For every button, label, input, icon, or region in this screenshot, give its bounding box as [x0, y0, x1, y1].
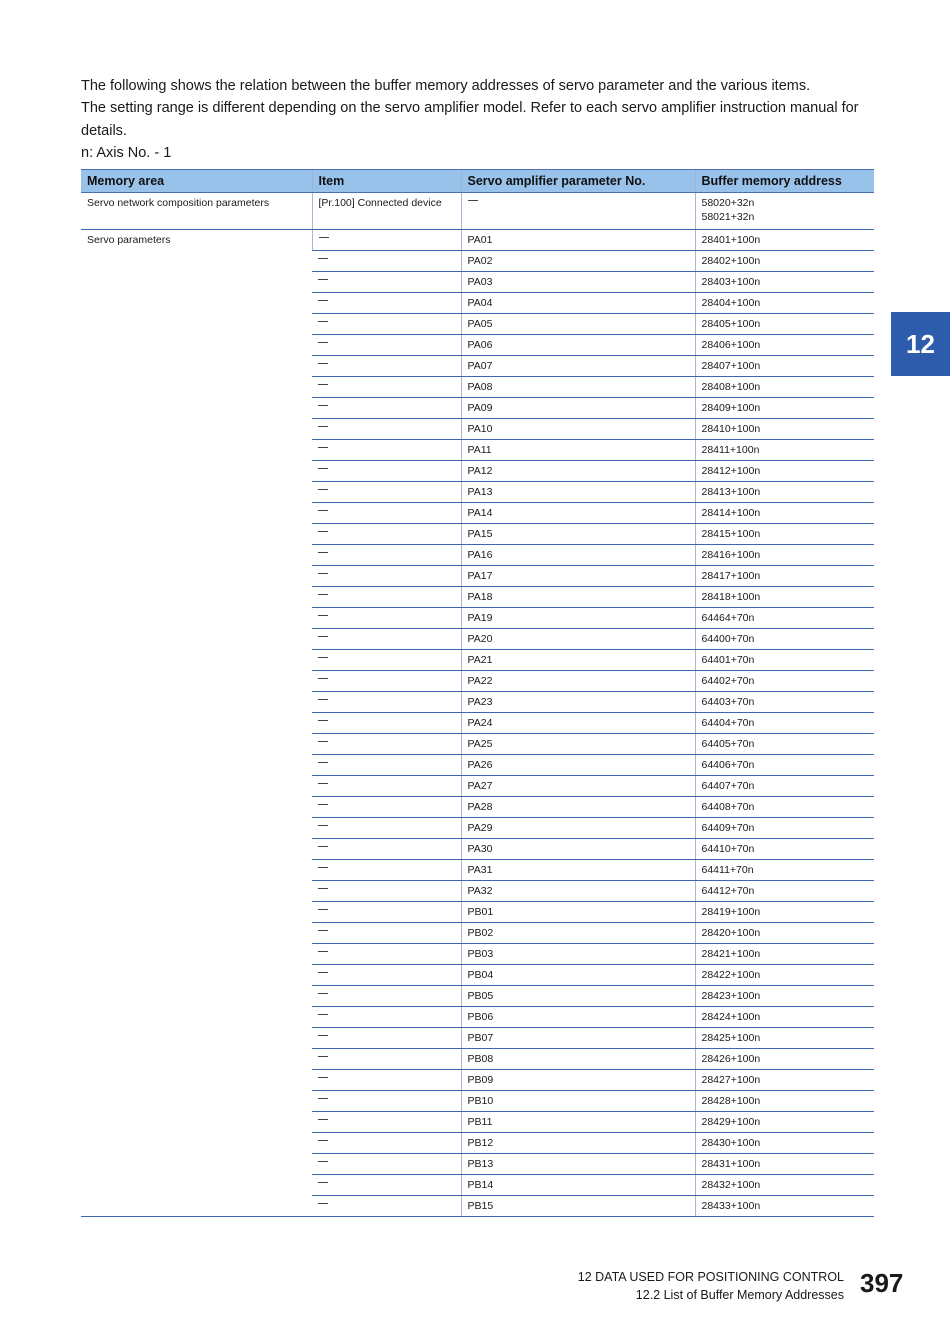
address-cell: 28422+100n: [695, 965, 874, 986]
dash-mark: [318, 531, 328, 532]
address-cell: 28411+100n: [695, 440, 874, 461]
item-cell: [312, 797, 461, 818]
memory-area-cell: Servo network composition parameters: [81, 193, 312, 230]
item-cell: [312, 545, 461, 566]
dash-mark: [318, 930, 328, 931]
dash-mark: [318, 657, 328, 658]
address-cell: 28428+100n: [695, 1091, 874, 1112]
address-cell: 64412+70n: [695, 881, 874, 902]
param-cell: PB11: [461, 1112, 695, 1133]
item-cell: [312, 314, 461, 335]
dash-mark: [318, 426, 328, 427]
header-buffer-address: Buffer memory address: [695, 170, 874, 193]
param-cell: PB09: [461, 1070, 695, 1091]
address-line: 58020+32n: [701, 197, 755, 209]
address-cell: 28408+100n: [695, 377, 874, 398]
item-cell: [312, 608, 461, 629]
item-cell: [312, 335, 461, 356]
address-cell: 28424+100n: [695, 1007, 874, 1028]
param-cell: PB08: [461, 1049, 695, 1070]
param-cell: PB14: [461, 1175, 695, 1196]
param-cell: PA24: [461, 713, 695, 734]
dash-mark: [318, 720, 328, 721]
item-cell: [312, 503, 461, 524]
dash-mark: [318, 510, 328, 511]
dash-mark: [319, 237, 329, 238]
param-cell: PA01: [461, 230, 695, 251]
item-cell: [312, 524, 461, 545]
address-cell: 64405+70n: [695, 734, 874, 755]
param-cell: PA08: [461, 377, 695, 398]
item-cell: [312, 1154, 461, 1175]
item-cell: [312, 377, 461, 398]
dash-mark: [318, 1035, 328, 1036]
footer: [578, 1268, 844, 1304]
dash-mark: [318, 468, 328, 469]
address-cell: 64402+70n: [695, 671, 874, 692]
param-cell: PA20: [461, 629, 695, 650]
item-cell: [312, 1133, 461, 1154]
item-cell: [312, 1028, 461, 1049]
address-cell: 28406+100n: [695, 335, 874, 356]
item-cell: [312, 440, 461, 461]
address-cell: 28407+100n: [695, 356, 874, 377]
param-cell: PA12: [461, 461, 695, 482]
address-cell: 28416+100n: [695, 545, 874, 566]
param-cell: PA11: [461, 440, 695, 461]
address-cell: 64464+70n: [695, 608, 874, 629]
item-cell: [312, 755, 461, 776]
dash-mark: [468, 200, 478, 201]
dash-mark: [318, 1140, 328, 1141]
param-cell: PB04: [461, 965, 695, 986]
param-cell: PA26: [461, 755, 695, 776]
footer-chapter: 12 DATA USED FOR POSITIONING CONTROL: [577, 1270, 844, 1284]
item-cell: [312, 713, 461, 734]
address-cell: 64411+70n: [695, 860, 874, 881]
dash-mark: [318, 321, 328, 322]
item-cell: [312, 1007, 461, 1028]
address-cell: 64410+70n: [695, 839, 874, 860]
dash-mark: [318, 363, 328, 364]
param-cell: PB05: [461, 986, 695, 1007]
param-cell: PA15: [461, 524, 695, 545]
dash-mark: [318, 405, 328, 406]
param-cell: PA16: [461, 545, 695, 566]
address-line: 58021+32n: [701, 211, 755, 223]
item-cell: [312, 986, 461, 1007]
param-cell: PB07: [461, 1028, 695, 1049]
item-cell: [312, 734, 461, 755]
dash-mark: [318, 1056, 328, 1057]
dash-mark: [318, 783, 328, 784]
param-cell: PB01: [461, 902, 695, 923]
intro-line-3: n: Axis No. - 1: [81, 144, 172, 161]
address-cell: 28420+100n: [695, 923, 874, 944]
param-cell: PA27: [461, 776, 695, 797]
address-cell: 28427+100n: [695, 1070, 874, 1091]
param-cell: PB15: [461, 1196, 695, 1217]
param-cell: PA21: [461, 650, 695, 671]
dash-mark: [318, 1014, 328, 1015]
item-cell: [312, 965, 461, 986]
item-cell: [312, 1049, 461, 1070]
dash-mark: [318, 867, 328, 868]
buffer-memory-table: [81, 169, 874, 1217]
param-cell: [461, 193, 695, 230]
address-cell: 28429+100n: [695, 1112, 874, 1133]
dash-mark: [318, 552, 328, 553]
item-cell: [312, 251, 461, 272]
address-cell: 28432+100n: [695, 1175, 874, 1196]
dash-mark: [318, 699, 328, 700]
header-memory-area: Memory area: [81, 170, 312, 193]
dash-mark: [318, 384, 328, 385]
address-cell: 28430+100n: [695, 1133, 874, 1154]
dash-mark: [318, 909, 328, 910]
item-cell: [312, 650, 461, 671]
address-cell: 28409+100n: [695, 398, 874, 419]
address-cell: 28412+100n: [695, 461, 874, 482]
item-cell: [312, 1112, 461, 1133]
dash-mark: [318, 279, 328, 280]
param-cell: PA19: [461, 608, 695, 629]
param-cell: PA04: [461, 293, 695, 314]
address-cell: 28415+100n: [695, 524, 874, 545]
param-cell: PA10: [461, 419, 695, 440]
item-cell: [312, 1091, 461, 1112]
memory-area-cell: Servo parameters: [81, 230, 312, 1217]
address-cell: 64404+70n: [695, 713, 874, 734]
dash-mark: [318, 615, 328, 616]
param-cell: PA14: [461, 503, 695, 524]
dash-mark: [318, 258, 328, 259]
param-cell: PB12: [461, 1133, 695, 1154]
dash-mark: [318, 993, 328, 994]
address-cell: 64409+70n: [695, 818, 874, 839]
dash-mark: [318, 804, 328, 805]
param-cell: PA22: [461, 671, 695, 692]
dash-mark: [318, 594, 328, 595]
dash-mark: [318, 741, 328, 742]
dash-mark: [318, 1119, 328, 1120]
param-cell: PA29: [461, 818, 695, 839]
address-cell: 28401+100n: [695, 230, 874, 251]
address-cell: 28417+100n: [695, 566, 874, 587]
param-cell: PA07: [461, 356, 695, 377]
param-cell: PA05: [461, 314, 695, 335]
header-param-no: Servo amplifier parameter No.: [461, 170, 695, 193]
param-cell: PA23: [461, 692, 695, 713]
dash-mark: [318, 846, 328, 847]
address-cell: 28433+100n: [695, 1196, 874, 1217]
address-cell: 64403+70n: [695, 692, 874, 713]
param-cell: PA17: [461, 566, 695, 587]
address-cell: 28410+100n: [695, 419, 874, 440]
item-cell: [312, 881, 461, 902]
table-row: [81, 230, 874, 251]
param-cell: PB06: [461, 1007, 695, 1028]
item-cell: [312, 692, 461, 713]
item-cell: [312, 461, 461, 482]
address-cell: 64407+70n: [695, 776, 874, 797]
item-cell: [312, 293, 461, 314]
address-cell: 64400+70n: [695, 629, 874, 650]
address-cell: 28431+100n: [695, 1154, 874, 1175]
item-cell: [312, 356, 461, 377]
intro-line-2: The setting range is different depending on the servo amplifier model. Refer to each servo amplifier instruction manual for details.: [81, 100, 859, 139]
item-cell: [312, 944, 461, 965]
chapter-tab: 12: [891, 312, 950, 376]
param-cell: PA02: [461, 251, 695, 272]
address-cell: 28418+100n: [695, 587, 874, 608]
table-header-row: [81, 170, 874, 193]
address-cell: 64408+70n: [695, 797, 874, 818]
dash-mark: [318, 951, 328, 952]
item-cell: [312, 839, 461, 860]
param-cell: PB03: [461, 944, 695, 965]
item-cell: [312, 902, 461, 923]
intro-text: [81, 75, 871, 164]
param-cell: PA03: [461, 272, 695, 293]
item-cell: [312, 860, 461, 881]
dash-mark: [318, 1098, 328, 1099]
dash-mark: [318, 1203, 328, 1204]
dash-mark: [318, 888, 328, 889]
page-number: 397: [860, 1268, 904, 1298]
param-cell: PA28: [461, 797, 695, 818]
item-cell: [312, 776, 461, 797]
param-cell: PA30: [461, 839, 695, 860]
address-cell: 28414+100n: [695, 503, 874, 524]
address-cell: 64406+70n: [695, 755, 874, 776]
item-cell: [312, 1070, 461, 1091]
item-cell: [312, 629, 461, 650]
item-cell: [312, 818, 461, 839]
item-cell: [312, 272, 461, 293]
address-cell: 28413+100n: [695, 482, 874, 503]
dash-mark: [318, 1161, 328, 1162]
param-cell: PB02: [461, 923, 695, 944]
param-cell: PA09: [461, 398, 695, 419]
item-cell: [312, 671, 461, 692]
dash-mark: [318, 762, 328, 763]
table-row: [81, 193, 874, 230]
address-cell: 28404+100n: [695, 293, 874, 314]
address-cell: 28426+100n: [695, 1049, 874, 1070]
address-cell: 28403+100n: [695, 272, 874, 293]
address-cell: 28423+100n: [695, 986, 874, 1007]
address-cell: [695, 193, 874, 230]
address-cell: 28402+100n: [695, 251, 874, 272]
dash-mark: [318, 636, 328, 637]
item-cell: [312, 398, 461, 419]
item-cell: [312, 587, 461, 608]
dash-mark: [318, 972, 328, 973]
param-cell: PA25: [461, 734, 695, 755]
header-item: Item: [312, 170, 461, 193]
dash-mark: [318, 300, 328, 301]
address-cell: 28405+100n: [695, 314, 874, 335]
dash-mark: [318, 1182, 328, 1183]
param-cell: PA18: [461, 587, 695, 608]
address-cell: 64401+70n: [695, 650, 874, 671]
intro-line-1: The following shows the relation between the buffer memory addresses of servo parameter and the various items.: [81, 78, 811, 94]
address-cell: 28419+100n: [695, 902, 874, 923]
address-cell: 28421+100n: [695, 944, 874, 965]
param-cell: PA32: [461, 881, 695, 902]
dash-mark: [318, 447, 328, 448]
dash-mark: [318, 825, 328, 826]
param-cell: PB13: [461, 1154, 695, 1175]
dash-mark: [318, 489, 328, 490]
item-cell: [312, 923, 461, 944]
address-cell: 28425+100n: [695, 1028, 874, 1049]
param-cell: PA31: [461, 860, 695, 881]
dash-mark: [318, 678, 328, 679]
item-cell: [312, 230, 461, 251]
item-cell: [312, 482, 461, 503]
dash-mark: [318, 342, 328, 343]
param-cell: PA06: [461, 335, 695, 356]
param-cell: PA13: [461, 482, 695, 503]
dash-mark: [318, 1077, 328, 1078]
item-cell: [312, 1175, 461, 1196]
footer-section: 12.2 List of Buffer Memory Addresses: [635, 1288, 844, 1302]
item-cell: [Pr.100] Connected device: [312, 193, 461, 230]
item-cell: [312, 419, 461, 440]
item-cell: [312, 566, 461, 587]
item-cell: [312, 1196, 461, 1217]
dash-mark: [318, 573, 328, 574]
param-cell: PB10: [461, 1091, 695, 1112]
